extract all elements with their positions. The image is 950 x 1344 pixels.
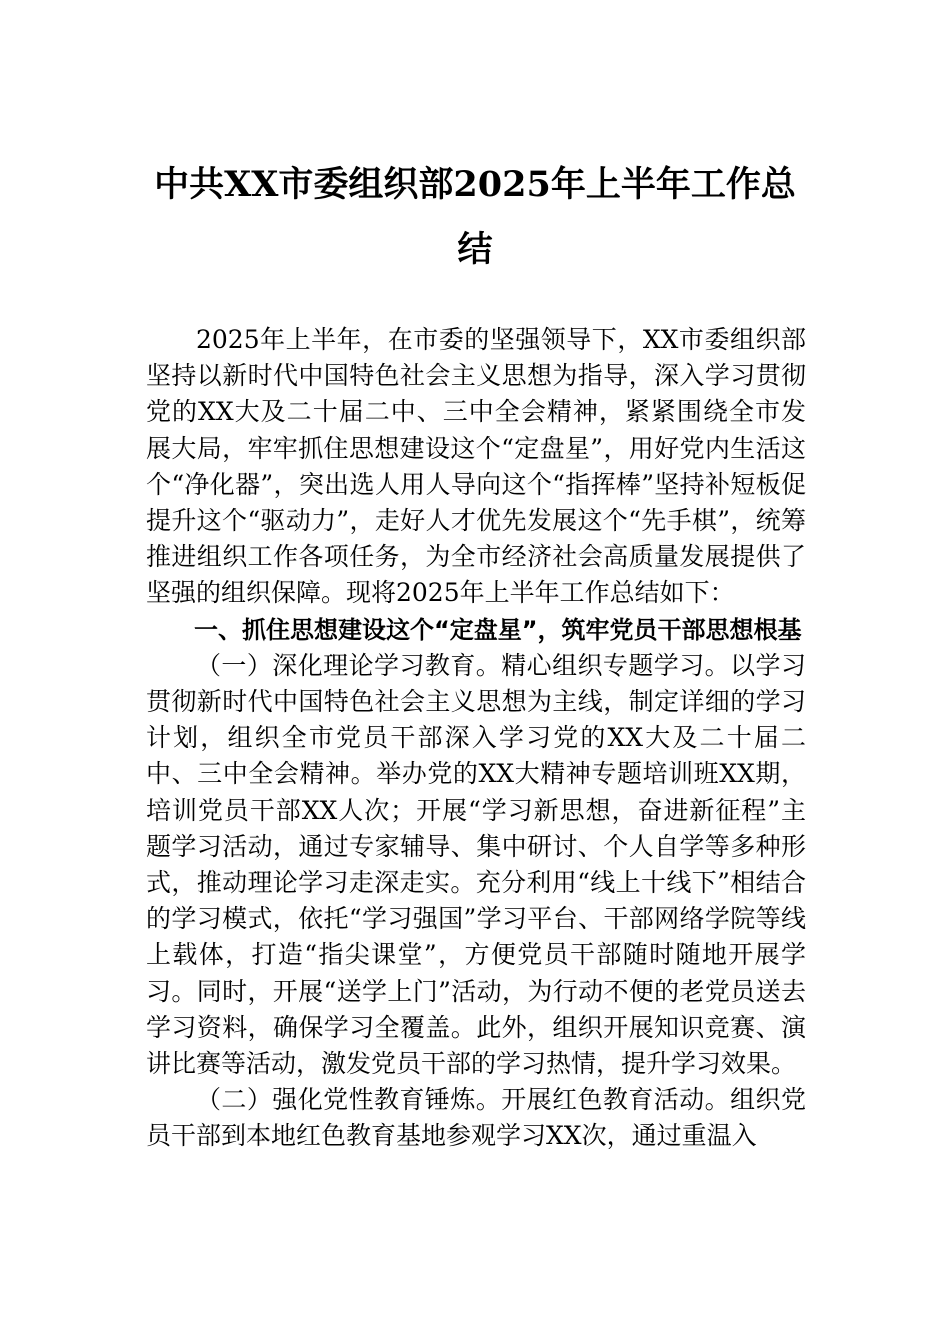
title-line-1: 中共XX市委组织部2025年上半年工作总 xyxy=(154,164,796,205)
title-line-2: 结 xyxy=(457,229,493,270)
document-title xyxy=(145,152,805,282)
intro-paragraph: 2025年上半年，在市委的坚强领导下，XX市委组织部坚持以新时代中国特色社会主义思想为指导，深入学习贯彻党的XX大及二十届二中、三中全会精神，紧紧围绕全市发展大局，牢牢抓住思想建设这个“定盘星”，用好党内生活这个“净化器”，突出选人用人导向这个“指挥棒”坚持补短板促提升这个“驱动力”，走好人才优先发展这个“先手棋”，统筹推进组织工作各项任务，为全市经济社会高质量发展提供了坚强的组织保障。现将2025年上半年工作总结如下： xyxy=(146,325,806,608)
subsection-1-paragraph xyxy=(146,648,806,1082)
subsection-2-paragraph xyxy=(146,1082,806,1154)
subsection-1-text: 精心组织专题学习。以学习贯彻新时代中国特色社会主义思想为主线，制定详细的学习计划，组织全市党员干部深入学习党的XX大及二十届二中、三中全会精神。举办党的XX大精神专题培训班XX期，培训党员干部XX人次；开展“学习新思想，奋进新征程”主题学习活动，通过专家辅导、集中研讨、个人自学等多种形式，推动理论学习走深走实。充分利用“线上十线下”相结合的学习模式，依托“学习强国”学习平台、干部网络学院等线上载体，打造“指尖课堂”，方便党员干部随时随地开展学习。同时，开展“送学上门”活动，为行动不便的老党员送去学习资料，确保学习全覆盖。此外，组织开展知识竞赛、演讲比赛等活动，激发党员干部的学习热情，提升学习效果。 xyxy=(146,650,806,1079)
subsection-1-heading: （一）深化理论学习教育。 xyxy=(196,650,502,680)
section-heading-1: 一、抓住思想建设这个“定盘星”，筑牢党员干部思想根基 xyxy=(194,615,802,644)
subsection-2-heading: （二）强化党性教育锤炼。 xyxy=(196,1085,502,1115)
subsection-2-text: 开展红色教育活动。组织党员干部到本地红色教育基地参观学习XX次，通过重温入 xyxy=(146,1085,806,1151)
document-body xyxy=(146,322,806,1155)
